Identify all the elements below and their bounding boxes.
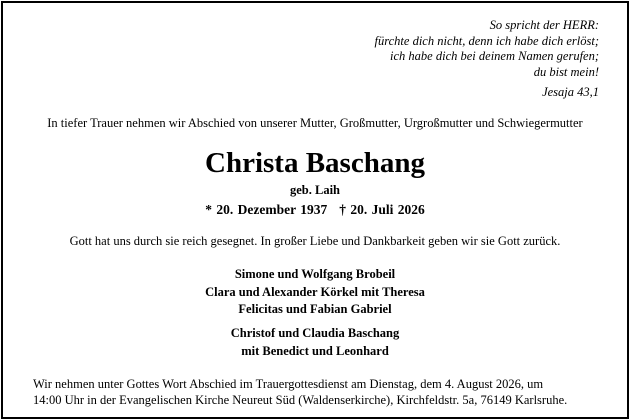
service-line-1: Wir nehmen unter Gottes Wort Abschied im Trauergottesdienst am Dienstag, dem 4. August 2026, um [33, 377, 544, 391]
life-dates [3, 202, 627, 218]
verse-line: ich habe dich bei deinem Namen gerufen; [390, 49, 599, 63]
deceased-name: Christa Baschang [205, 147, 425, 179]
blessing-text: Gott hat uns durch sie reich gesegnet. In großer Liebe und Dankbarkeit geben wir sie Gott zurück. [69, 234, 561, 248]
family-group-2 [3, 325, 627, 360]
intro-text: In tiefer Trauer nehmen wir Abschied von unserer Mutter, Großmutter, Urgroßmutter und Schwiegermutter [47, 116, 583, 130]
verse-line: du bist mein! [533, 64, 599, 79]
service-info [33, 376, 595, 408]
bible-verse [375, 18, 599, 101]
verse-line: So spricht der HERR: [489, 18, 599, 32]
death-date: † 20. Juli 2026 [339, 202, 425, 217]
family-member: Felicitas und Fabian Gabriel [238, 302, 392, 316]
family-member: mit Benedict und Leonhard [241, 343, 389, 358]
maiden-name: geb. Laih [289, 183, 340, 197]
birth-date: * 20. Dezember 1937 [205, 202, 328, 217]
family-member: Simone und Wolfgang Brobeil [234, 267, 396, 281]
family-member: Clara und Alexander Körkel mit Theresa [205, 284, 425, 299]
family-group-1 [3, 266, 627, 319]
verse-line: fürchte dich nicht, denn ich habe dich erlöst; [374, 33, 599, 48]
service-line-2: 14:00 Uhr in der Evangelischen Kirche Neureut Süd (Waldenserkirche), Kirchfeldstr. 5a, 76149 Karlsruhe. [33, 393, 568, 407]
verse-reference: Jesaja 43,1 [542, 85, 599, 99]
family-member: Christof und Claudia Baschang [230, 326, 400, 340]
obituary-frame [1, 1, 629, 419]
